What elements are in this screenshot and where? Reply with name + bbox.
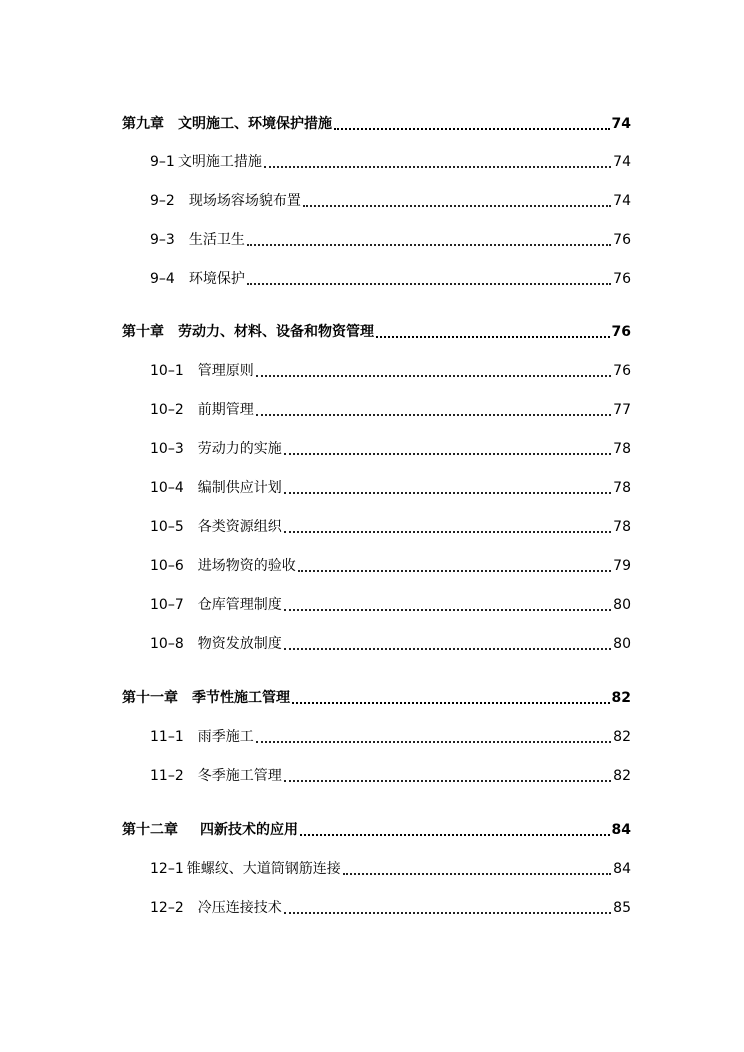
toc-section-11-2[interactable] bbox=[150, 765, 631, 787]
section-number: 9–4 bbox=[150, 271, 175, 287]
toc-section-9-1[interactable] bbox=[150, 151, 631, 173]
section-title: 管理原则 bbox=[197, 363, 254, 379]
page-number: 82 bbox=[613, 729, 631, 745]
toc-section-10-1[interactable] bbox=[150, 360, 631, 382]
page-number: 84 bbox=[611, 822, 631, 838]
dot-leader bbox=[343, 873, 611, 875]
dot-leader bbox=[284, 648, 611, 650]
dot-leader bbox=[264, 166, 611, 168]
toc-section-10-6[interactable] bbox=[150, 555, 631, 577]
chapter-number: 第十一章 bbox=[122, 690, 178, 706]
toc-section-10-4[interactable] bbox=[150, 477, 631, 499]
toc-section-9-2[interactable] bbox=[150, 190, 631, 212]
chapter-number: 第十章 bbox=[122, 324, 164, 340]
section-number: 10–5 bbox=[150, 519, 184, 535]
dot-leader bbox=[284, 531, 611, 533]
section-title: 生活卫生 bbox=[188, 232, 245, 248]
section-title: 现场场容场貌布置 bbox=[188, 193, 301, 209]
toc-section-12-2[interactable] bbox=[150, 897, 631, 919]
dot-leader bbox=[292, 702, 610, 704]
page-number: 77 bbox=[613, 402, 631, 418]
chapter-number: 第九章 bbox=[122, 116, 164, 132]
dot-leader bbox=[284, 609, 611, 611]
page-number: 80 bbox=[613, 636, 631, 652]
page-number: 80 bbox=[613, 597, 631, 613]
chapter-number: 第十二章 bbox=[122, 822, 178, 838]
page-number: 78 bbox=[613, 480, 631, 496]
section-title: 雨季施工 bbox=[197, 729, 254, 745]
section-number: 12–1 bbox=[150, 861, 184, 877]
page-number: 74 bbox=[613, 193, 631, 209]
dot-leader bbox=[247, 244, 611, 246]
section-number: 10–1 bbox=[150, 363, 184, 379]
dot-leader bbox=[256, 375, 611, 377]
dot-leader bbox=[300, 834, 610, 836]
section-title: 进场物资的验收 bbox=[197, 558, 296, 574]
chapter-title: 季节性施工管理 bbox=[192, 690, 290, 706]
toc-chapter-12[interactable] bbox=[122, 819, 631, 841]
page-number: 76 bbox=[613, 232, 631, 248]
toc-section-11-1[interactable] bbox=[150, 726, 631, 748]
dot-leader bbox=[376, 336, 610, 338]
page-number: 76 bbox=[613, 271, 631, 287]
toc-section-9-3[interactable] bbox=[150, 229, 631, 251]
section-title: 文明施工措施 bbox=[177, 154, 262, 170]
page-number: 74 bbox=[613, 154, 631, 170]
page-number: 84 bbox=[613, 861, 631, 877]
page-number: 79 bbox=[613, 558, 631, 574]
dot-leader bbox=[284, 453, 611, 455]
section-number: 9–1 bbox=[150, 154, 175, 170]
dot-leader bbox=[284, 492, 611, 494]
page-number: 85 bbox=[613, 900, 631, 916]
section-title: 环境保护 bbox=[188, 271, 245, 287]
section-title: 编制供应计划 bbox=[197, 480, 282, 496]
section-number: 10–2 bbox=[150, 402, 184, 418]
section-number: 10–6 bbox=[150, 558, 184, 574]
dot-leader bbox=[256, 741, 611, 743]
section-title: 物资发放制度 bbox=[197, 636, 282, 652]
section-number: 11–1 bbox=[150, 729, 184, 745]
section-number: 10–4 bbox=[150, 480, 184, 496]
section-title: 冷压连接技术 bbox=[197, 900, 282, 916]
dot-leader bbox=[303, 205, 611, 207]
chapter-title: 劳动力、材料、设备和物资管理 bbox=[178, 324, 374, 340]
section-title: 锥螺纹、大道筒钢筋连接 bbox=[186, 861, 341, 877]
toc-section-10-8[interactable] bbox=[150, 633, 631, 655]
dot-leader bbox=[247, 283, 611, 285]
dot-leader bbox=[284, 780, 611, 782]
dot-leader bbox=[298, 570, 611, 572]
page-number: 76 bbox=[613, 363, 631, 379]
page-number: 82 bbox=[611, 690, 631, 706]
dot-leader bbox=[334, 128, 610, 130]
toc-section-10-3[interactable] bbox=[150, 438, 631, 460]
section-number: 10–3 bbox=[150, 441, 184, 457]
section-number: 11–2 bbox=[150, 768, 184, 784]
chapter-title: 四新技术的应用 bbox=[200, 822, 298, 838]
section-number: 12–2 bbox=[150, 900, 184, 916]
section-title: 前期管理 bbox=[197, 402, 254, 418]
chapter-title: 文明施工、环境保护措施 bbox=[178, 116, 332, 132]
page-number: 78 bbox=[613, 441, 631, 457]
dot-leader bbox=[284, 912, 611, 914]
page-number: 74 bbox=[611, 116, 631, 132]
toc-section-10-7[interactable] bbox=[150, 594, 631, 616]
dot-leader bbox=[256, 414, 611, 416]
section-number: 9–3 bbox=[150, 232, 175, 248]
section-title: 冬季施工管理 bbox=[197, 768, 282, 784]
section-title: 仓库管理制度 bbox=[197, 597, 282, 613]
toc-section-9-4[interactable] bbox=[150, 268, 631, 290]
section-number: 9–2 bbox=[150, 193, 175, 209]
section-title: 各类资源组织 bbox=[197, 519, 282, 535]
page-number: 76 bbox=[611, 324, 631, 340]
section-number: 10–8 bbox=[150, 636, 184, 652]
page-number: 78 bbox=[613, 519, 631, 535]
page-number: 82 bbox=[613, 768, 631, 784]
toc-chapter-11[interactable] bbox=[122, 687, 631, 709]
section-title: 劳动力的实施 bbox=[197, 441, 282, 457]
toc-section-10-2[interactable] bbox=[150, 399, 631, 421]
toc-section-10-5[interactable] bbox=[150, 516, 631, 538]
toc-chapter-9[interactable] bbox=[122, 113, 631, 135]
toc-chapter-10[interactable] bbox=[122, 321, 631, 343]
section-number: 10–7 bbox=[150, 597, 184, 613]
toc-section-12-1[interactable] bbox=[150, 858, 631, 880]
